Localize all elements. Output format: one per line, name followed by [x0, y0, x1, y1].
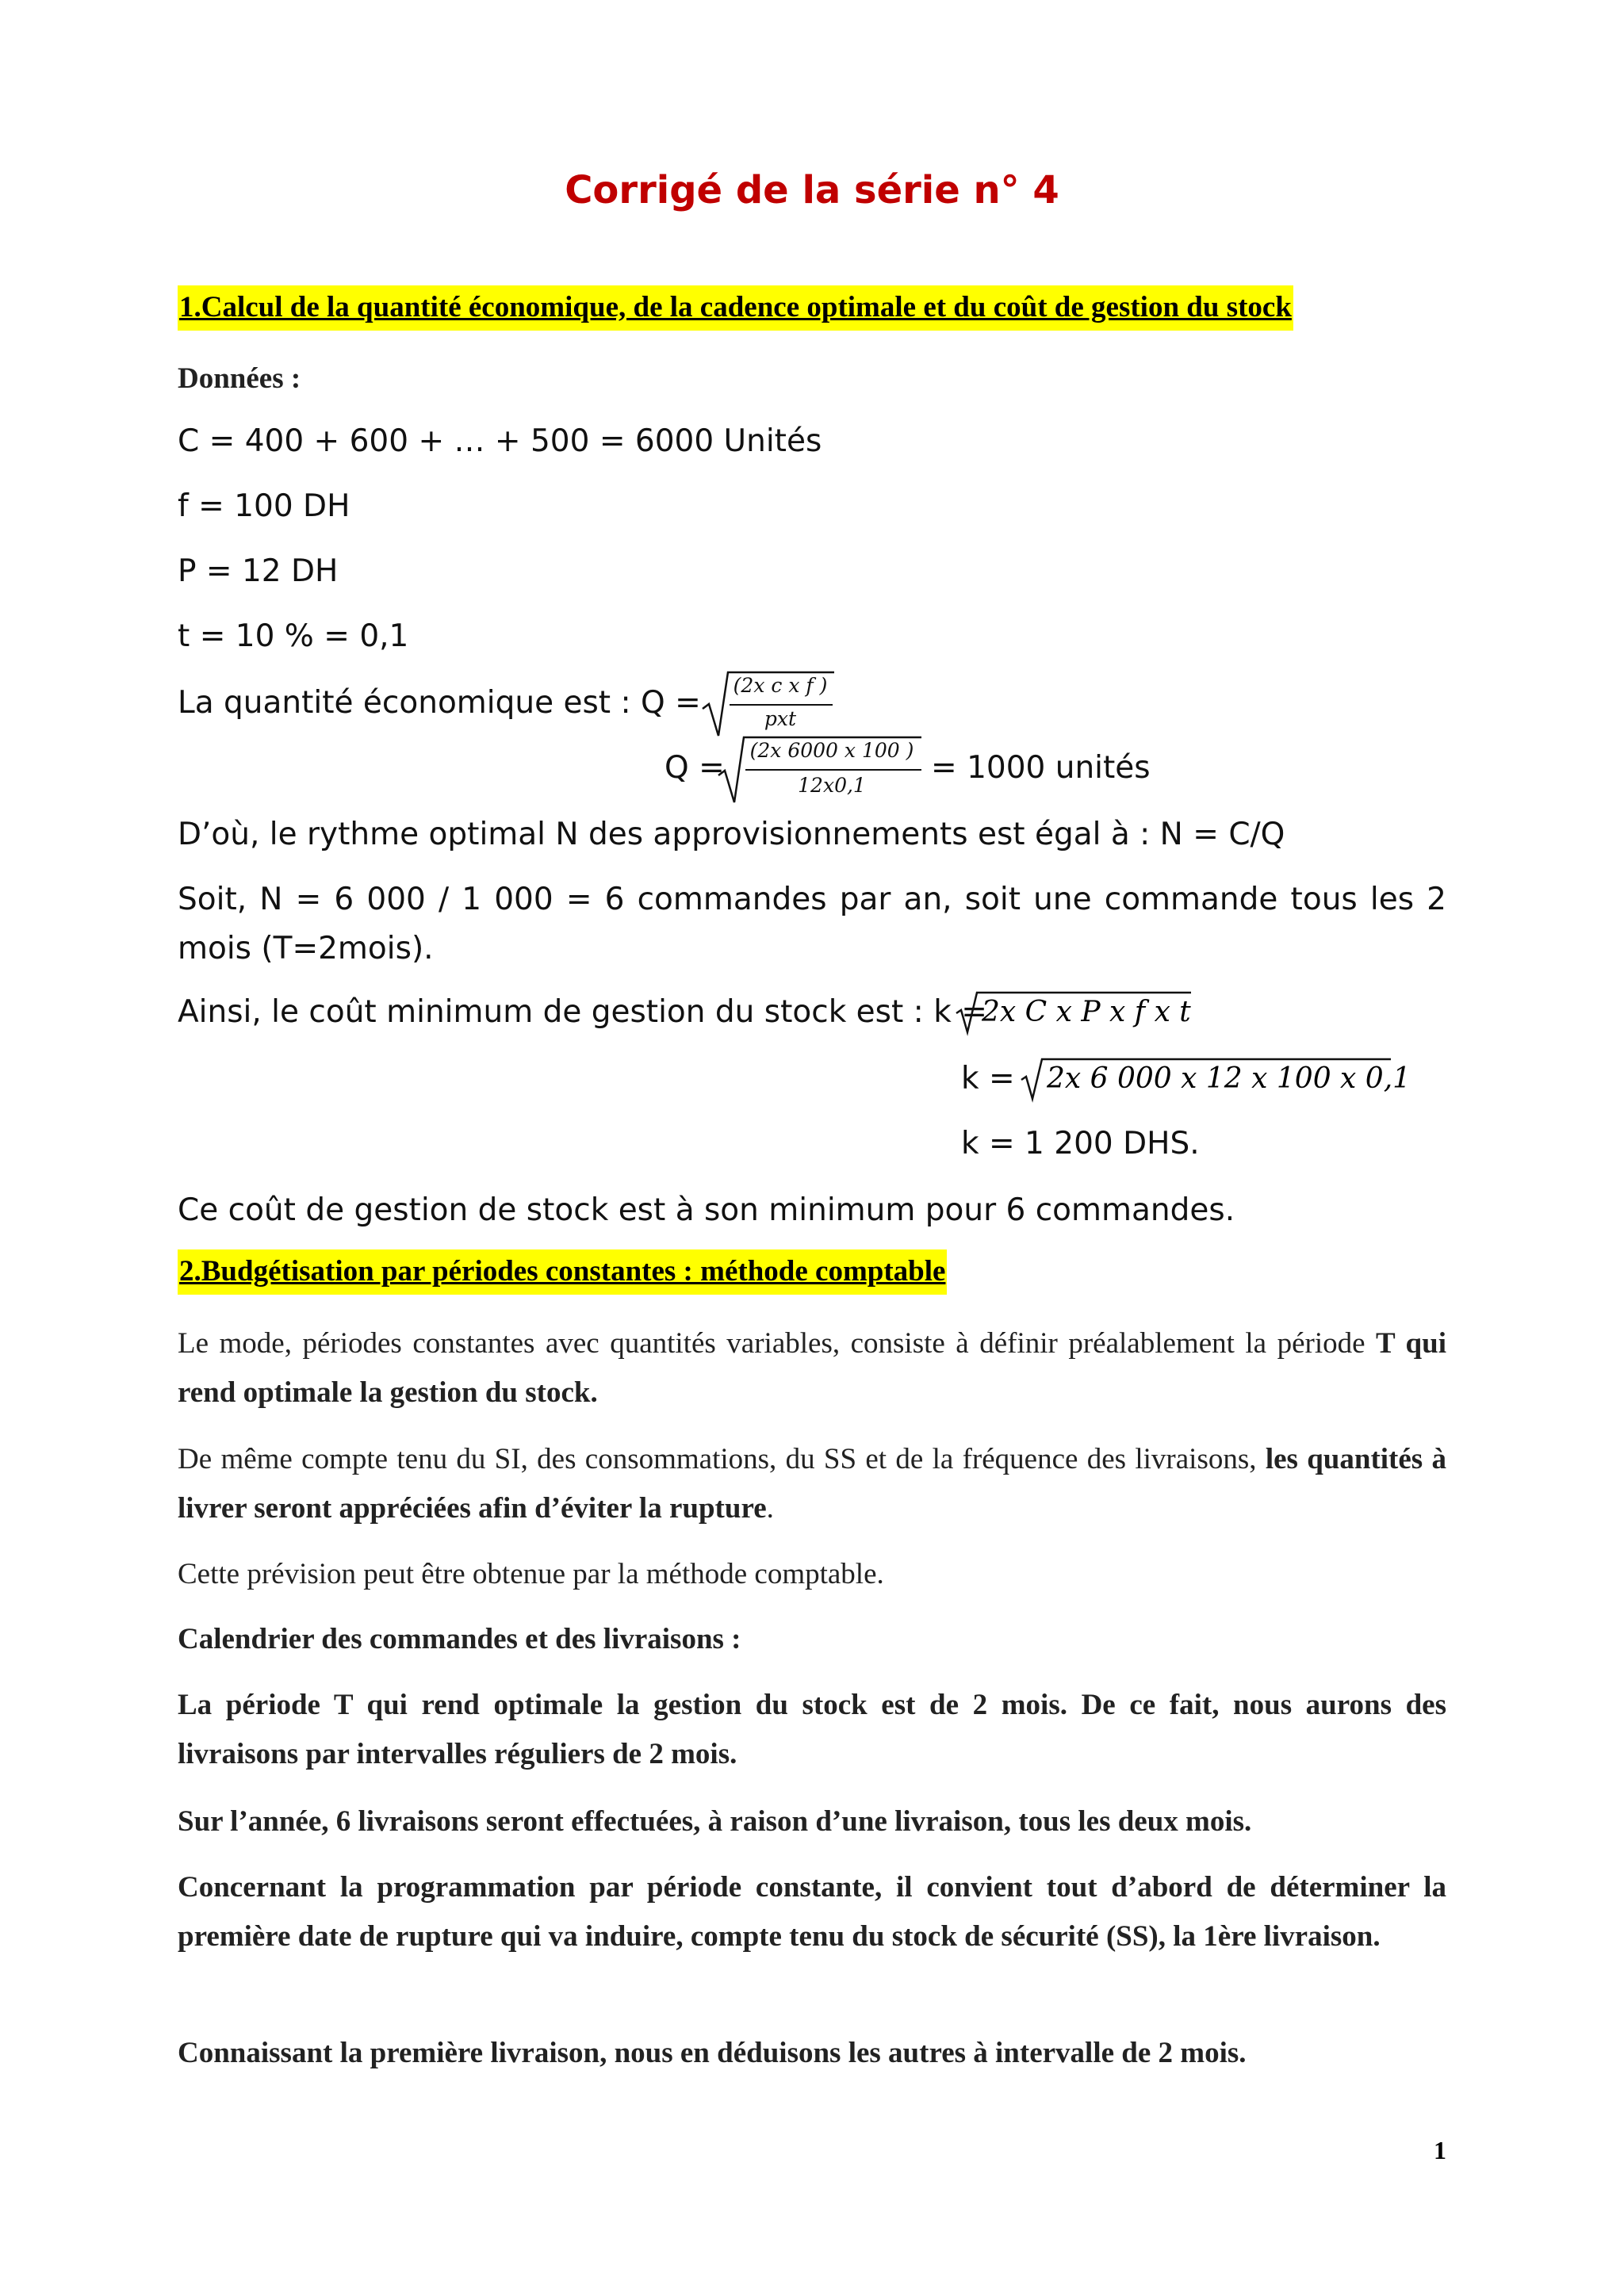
k-label: Ainsi, le coût minimum de gestion du stock est : k =	[178, 994, 987, 1030]
q-calc-fraction-bar	[745, 769, 921, 771]
p2-end-text: .	[766, 1492, 774, 1525]
section2-paragraph-6: Sur l’année, 6 livraisons seront effectuées, à raison d’une livraison, tous les deux mois.	[178, 1805, 1252, 1838]
k-formula: 2x C x P x f x t	[982, 996, 1191, 1028]
section1-heading: 1.Calcul de la quantité économique, de la cadence optimale et du coût de gestion du stock	[178, 285, 1293, 331]
f-line: f = 100 DH	[178, 488, 350, 524]
q-formula-fraction-bar	[730, 704, 833, 706]
section2-paragraph-7: Concernant la programmation par période constante, il convient tout d’abord de déterminer la première date de rupture qui va induire, compte tenu du stock de sécurité (SS), la 1ère livraison.	[178, 1871, 1446, 1953]
q-calc-prefix: Q =	[665, 750, 725, 786]
donnees-label: Données :	[178, 362, 301, 395]
p1-bold-text: T qui rend optimale la gestion du stock.	[178, 1327, 1446, 1409]
section2-paragraph-2	[178, 1435, 1446, 1533]
calendrier-heading: Calendrier des commandes et des livraisons :	[178, 1623, 741, 1655]
p1-normal-text: Le mode, périodes constantes avec quantités variables, consiste à définir préalablement la période	[178, 1327, 1377, 1360]
t-line: t = 10 % = 0,1	[178, 618, 409, 654]
k-calc-prefix: k =	[961, 1061, 1015, 1096]
p2-bold-text: les quantités à livrer seront appréciées afin d’éviter la rupture	[178, 1443, 1447, 1525]
conclusion-line: Ce coût de gestion de stock est à son minimum pour 6 commandes.	[178, 1192, 1235, 1228]
p-line: P = 12 DH	[178, 553, 339, 589]
q-calc-sqrt	[717, 733, 923, 806]
q-formula-numerator: (2x c x f )	[733, 674, 828, 697]
n-line: Soit, N = 6 000 / 1 000 = 6 commandes par an, soit une commande tous les 2 mois (T=2mois).	[178, 882, 1446, 966]
k-calc-sqrt	[1020, 1056, 1411, 1104]
q-calc-result: = 1000 unités	[931, 750, 1151, 786]
section2-paragraph-5: La période T qui rend optimale la gestion du stock est de 2 mois. De ce fait, nous aurons des livraisons par intervalles réguliers de 2 mois.	[178, 1689, 1446, 1770]
p2-normal-text: De même compte tenu du SI, des consommations, du SS et de la fréquence des livraisons,	[178, 1443, 1266, 1475]
q-formula-sqrt	[701, 668, 836, 739]
k-formula-sqrt	[955, 989, 1193, 1037]
section2-paragraph-8: Connaissant la première livraison, nous en déduisons les autres à intervalle de 2 mois.	[178, 2037, 1247, 2069]
section2-heading: 2.Budgétisation par périodes constantes : méthode comptable	[178, 1249, 947, 1295]
k-calc: 2x 6 000 x 12 x 100 x 0,1	[1047, 1062, 1411, 1095]
page-number: 1	[1434, 2136, 1446, 2164]
q-formula-denominator: pxt	[764, 707, 797, 730]
rythme-line: D’où, le rythme optimal N des approvisionnements est égal à : N = C/Q	[178, 817, 1285, 852]
c-line: C = 400 + 600 + … + 500 = 6000 Unités	[178, 423, 822, 459]
section2-paragraph-3: Cette prévision peut être obtenue par la méthode comptable.	[178, 1558, 884, 1590]
q-calc-denominator: 12x0,1	[798, 774, 866, 797]
section2-paragraph-1	[178, 1319, 1446, 1418]
q-formula-label: La quantité économique est : Q =	[178, 685, 701, 721]
page-title: Corrigé de la série n° 4	[565, 168, 1059, 212]
k-result: k = 1 200 DHS.	[961, 1126, 1200, 1161]
q-calc-numerator: (2x 6000 x 100 )	[749, 739, 914, 762]
